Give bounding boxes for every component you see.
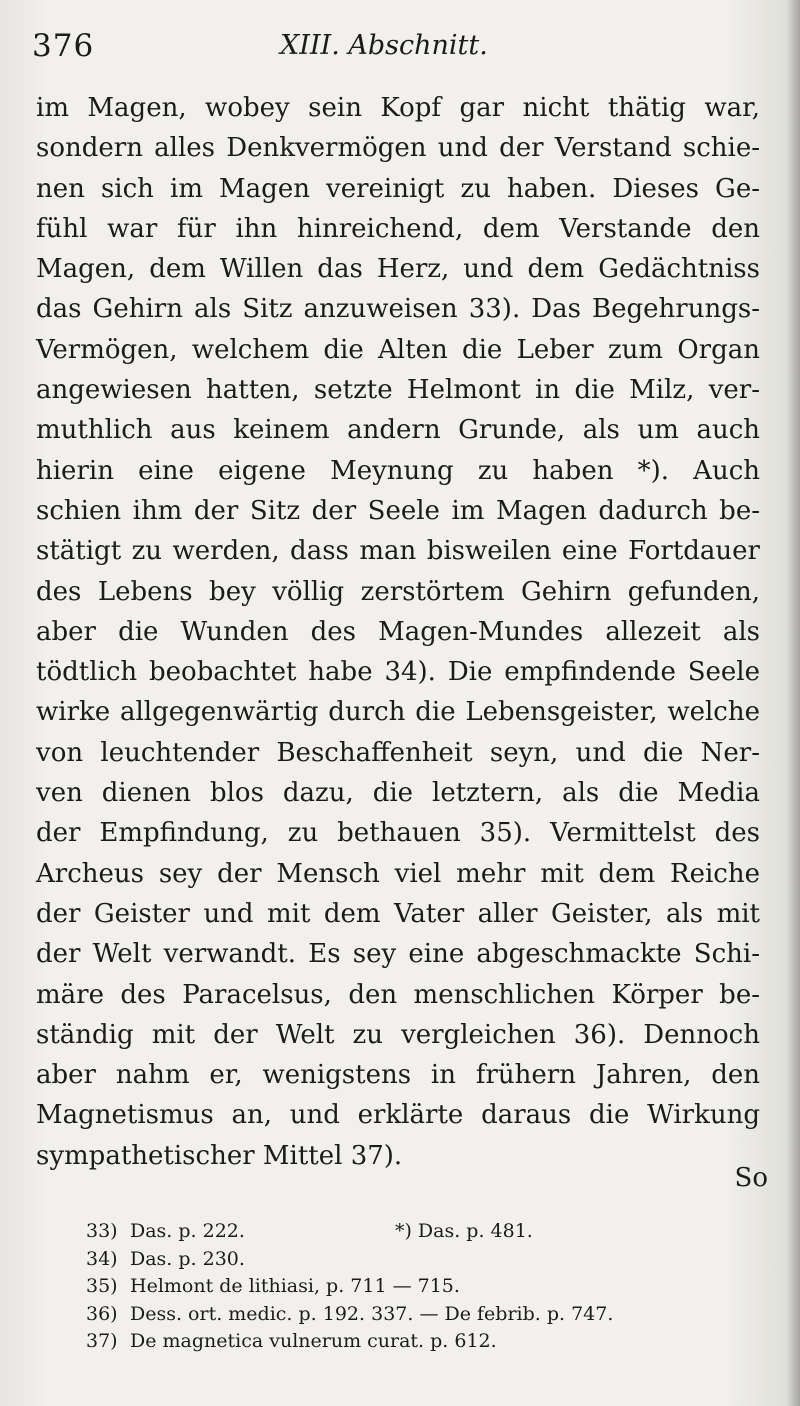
- text-line: sondern alles Denkvermögen und der Verstand schie-: [36, 133, 760, 164]
- text-line: ven dienen blos dazu, die letztern, als die Media: [36, 778, 760, 809]
- text-line: Archeus sey der Mensch viel mehr mit dem Reiche: [36, 858, 760, 889]
- footnote-text: Das. p. 230.: [130, 1247, 245, 1270]
- footnote: [86, 1273, 776, 1301]
- text-line: stätigt zu werden, dass man bisweilen eine Fortdauer: [36, 536, 760, 567]
- text-line: märe des Paracelsus, den menschlichen Körper be-: [36, 979, 760, 1010]
- text-line: der Empfindung, zu bethauen 35). Vermittelst des: [36, 818, 760, 849]
- text-line: im Magen, wobey sein Kopf gar nicht thätig war,: [36, 93, 760, 123]
- text-line: Vermögen, welchem die Alten die Leber zum Organ: [36, 334, 760, 365]
- text-line: das Gehirn als Sitz anzuweisen 33). Das Begehrungs-: [36, 294, 760, 325]
- footnote: [86, 1246, 776, 1274]
- text-line: Magen, dem Willen das Herz, und dem Gedächtniss: [36, 254, 760, 285]
- text-line: aber nahm er, wenigstens in frühern Jahren, den: [36, 1060, 760, 1091]
- text-line: ständig mit der Welt zu vergleichen 36). Dennoch: [36, 1019, 760, 1050]
- text-line: nen sich im Magen vereinigt zu haben. Dieses Ge-: [36, 173, 760, 204]
- footnote-text: Helmont de lithiasi, p. 711 — 715.: [130, 1275, 460, 1297]
- text-line: aber die Wunden des Magen-Mundes allezeit als: [36, 616, 760, 647]
- page-edge-shadow: [786, 0, 800, 1406]
- text-line: fühl war für ihn hinreichend, dem Verstande den: [36, 213, 760, 244]
- footnote-text: Das. p. 222.: [130, 1220, 245, 1242]
- footnote-extra: *) Das. p. 481.: [394, 1220, 533, 1242]
- text-line: tödtlich beobachtet habe 34). Die empfindende Seele: [36, 657, 760, 688]
- text-line: schien ihm der Sitz der Seele im Magen dadurch be-: [36, 495, 760, 526]
- text-line: der Welt verwandt. Es sey eine abgeschmackte Schi-: [36, 939, 760, 970]
- footnote-number: 37): [86, 1330, 118, 1352]
- footnote-number: 35): [86, 1275, 118, 1297]
- footnote-number: 34): [86, 1247, 118, 1270]
- footnote: [86, 1301, 776, 1329]
- catchword: So: [734, 1163, 768, 1193]
- text-line: sympathetischer Mittel 37).: [36, 1140, 403, 1171]
- text-line: angewiesen hatten, setzte Helmont in die Milz, ver-: [36, 375, 760, 406]
- running-head: XIII. Abschnitt.: [280, 30, 488, 61]
- footnote: [86, 1328, 776, 1356]
- text-line: Magnetismus an, und erklärte daraus die Wirkung: [36, 1100, 760, 1131]
- text-line: der Geister und mit dem Vater aller Geister, als mit: [36, 898, 760, 929]
- footnote-number: 36): [86, 1302, 118, 1325]
- page-number: 376: [32, 28, 95, 64]
- page-header: [28, 28, 548, 68]
- footnote-text: Dess. ort. medic. p. 192. 337. — De febrib. p. 747.: [130, 1302, 614, 1325]
- text-line: von leuchtender Beschaffenheit seyn, und die Ner-: [36, 737, 760, 768]
- footnote-number: 33): [86, 1220, 118, 1242]
- footnote: [86, 1218, 776, 1246]
- footnotes: [86, 1218, 776, 1356]
- text-line: hierin eine eigene Meynung zu haben *). Auch: [36, 455, 760, 486]
- footnote-text: De magnetica vulnerum curat. p. 612.: [130, 1330, 497, 1352]
- text-line: wirke allgegenwärtig durch die Lebensgeister, welche: [36, 697, 760, 728]
- body-text: [36, 88, 760, 1176]
- text-line: des Lebens bey völlig zerstörtem Gehirn gefunden,: [36, 576, 760, 607]
- text-line: muthlich aus keinem andern Grunde, als um auch: [36, 415, 760, 446]
